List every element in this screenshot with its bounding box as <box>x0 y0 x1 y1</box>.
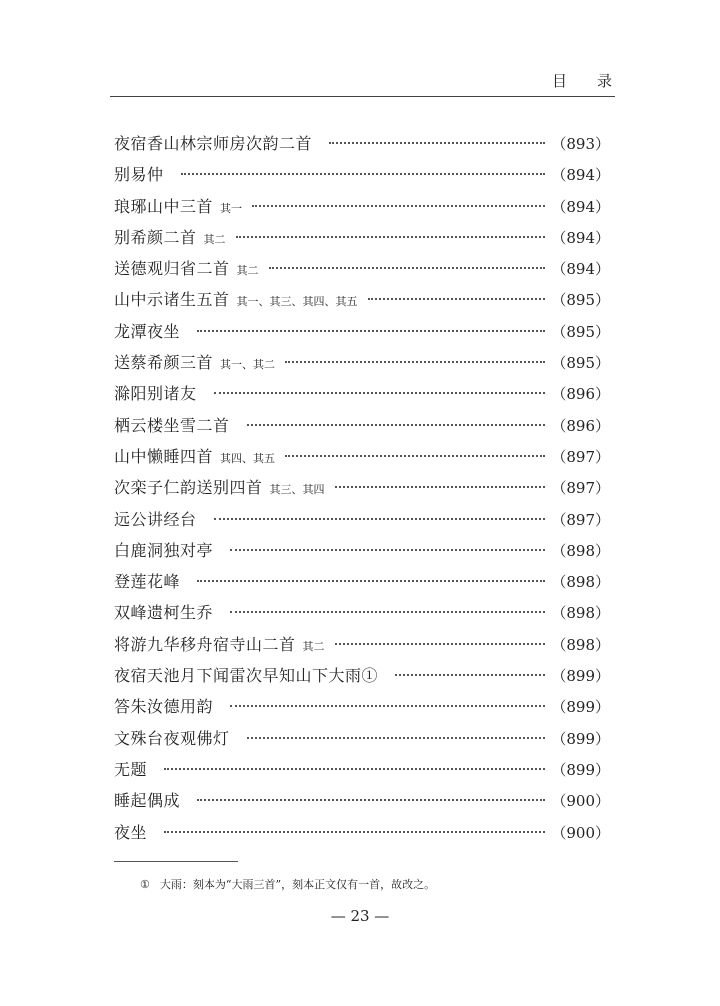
dot-leader <box>164 831 545 833</box>
toc-entry-page: （894） <box>551 166 610 185</box>
toc-entry-title: 别易仲 <box>114 165 164 185</box>
toc-entry-note: 其一、其二 <box>220 358 276 372</box>
footnote-mark: ① <box>140 878 150 891</box>
toc-entry <box>114 629 610 660</box>
toc-entry-note: 其二 <box>302 639 325 653</box>
dot-leader <box>236 236 546 238</box>
toc-entry <box>114 253 610 284</box>
dot-leader <box>247 737 546 739</box>
toc-entry-page: （894） <box>551 260 610 279</box>
toc-entry-title: 双峰遗柯生乔 <box>114 603 214 623</box>
toc-entry-title: 登莲花峰 <box>114 572 181 592</box>
dot-leader <box>230 611 545 613</box>
toc-entry-title: 山中示诸生五首 <box>114 290 230 310</box>
dot-leader <box>197 580 545 582</box>
toc-entry-page: （899） <box>551 698 610 717</box>
toc-entry-title: 夜坐 <box>114 822 148 842</box>
toc-entry-title: 琅琊山中三首 <box>114 196 214 216</box>
toc-entry-note: 其二 <box>203 232 226 246</box>
toc-entry-page: （894） <box>551 228 610 247</box>
dot-leader <box>368 298 546 300</box>
toc-entry-page: （900） <box>551 792 610 811</box>
toc-entry-title: 送蔡希颜三首 <box>114 353 214 373</box>
toc-entry-title: 龙潭夜坐 <box>114 321 181 341</box>
dot-leader <box>335 486 546 488</box>
toc-entry <box>114 723 610 754</box>
dot-leader <box>230 705 545 707</box>
table-of-contents <box>114 128 610 848</box>
header-rule <box>110 96 615 97</box>
toc-entry <box>114 284 610 315</box>
dot-leader <box>285 455 545 457</box>
toc-entry-note: 其二 <box>236 264 259 278</box>
toc-entry-title: 滁阳别诸友 <box>114 384 197 404</box>
toc-entry-title: 山中懒睡四首 <box>114 446 214 466</box>
toc-entry <box>114 128 610 159</box>
dot-leader <box>164 768 545 770</box>
toc-entry-title: 白鹿洞独对亭 <box>114 540 214 560</box>
toc-entry-page: （896） <box>551 385 610 404</box>
toc-entry-title: 夜宿香山林宗师房次韵二首 <box>114 134 313 153</box>
toc-entry-title: 无题 <box>114 759 148 779</box>
toc-entry-title: 睡起偶成 <box>114 791 181 811</box>
toc-entry-note: 其一、其三、其四、其五 <box>236 295 358 309</box>
toc-entry-title: 将游九华移舟宿寺山二首 <box>114 634 296 654</box>
toc-entry-page: （895） <box>551 354 610 373</box>
toc-entry <box>114 347 610 378</box>
dot-leader <box>214 518 546 520</box>
toc-entry-page: （898） <box>551 635 610 654</box>
footnote-rule <box>114 861 238 862</box>
toc-entry <box>114 660 610 691</box>
toc-entry-page: （899） <box>551 729 610 748</box>
toc-entry-note: 其四、其五 <box>220 451 276 465</box>
toc-entry-title: 别希颜二首 <box>114 227 197 247</box>
toc-entry-title: 答朱汝德用韵 <box>114 697 214 717</box>
toc-entry <box>114 472 610 503</box>
toc-entry <box>114 410 610 441</box>
toc-entry-title: 夜宿天池月下闻雷次早知山下大雨① <box>114 666 379 686</box>
toc-entry-page: （896） <box>551 416 610 435</box>
toc-entry-title: 送德观归省二首 <box>114 259 230 279</box>
dot-leader <box>181 173 546 175</box>
toc-entry-page: （893） <box>551 135 610 153</box>
toc-entry-title: 远公讲经台 <box>114 509 197 529</box>
toc-entry <box>114 754 610 785</box>
toc-entry-page: （897） <box>551 479 610 498</box>
toc-entry-note: 其一 <box>220 201 243 215</box>
toc-entry-page: （898） <box>551 541 610 560</box>
toc-entry-title: 文殊台夜观佛灯 <box>114 728 230 748</box>
dot-leader <box>252 205 545 207</box>
toc-entry-page: （898） <box>551 573 610 592</box>
dot-leader <box>197 330 545 332</box>
toc-entry-page: （894） <box>551 197 610 216</box>
toc-entry-page: （895） <box>551 322 610 341</box>
dot-leader <box>214 392 546 394</box>
page-number: — 23 — <box>330 907 390 925</box>
toc-entry-page: （898） <box>551 604 610 623</box>
toc-entry-title: 次栾子仁韵送别四首 <box>114 478 263 498</box>
dot-leader <box>335 643 546 645</box>
toc-entry <box>114 191 610 222</box>
footnote-text: 大雨：刻本为“大雨三首”，刻本正文仅有一首，故改之。 <box>159 878 436 891</box>
footnote <box>140 876 435 892</box>
toc-entry <box>114 566 610 597</box>
dot-leader <box>329 142 545 144</box>
toc-entry <box>114 441 610 472</box>
toc-entry <box>114 597 610 628</box>
dot-leader <box>197 799 545 801</box>
toc-entry <box>114 817 610 848</box>
toc-entry <box>114 535 610 566</box>
running-head: 目录 <box>551 72 642 90</box>
toc-entry-title: 栖云楼坐雪二首 <box>114 415 230 435</box>
toc-entry-page: （899） <box>551 760 610 779</box>
toc-entry <box>114 504 610 535</box>
toc-entry <box>114 316 610 347</box>
dot-leader <box>230 549 545 551</box>
toc-entry-note: 其三、其四 <box>269 483 325 497</box>
toc-entry <box>114 222 610 253</box>
toc-entry <box>114 691 610 722</box>
toc-entry-page: （900） <box>551 823 610 842</box>
dot-leader <box>285 361 545 363</box>
dot-leader <box>395 674 545 676</box>
toc-entry <box>114 378 610 409</box>
toc-entry <box>114 159 610 190</box>
toc-entry-page: （899） <box>551 667 610 686</box>
toc-entry-page: （895） <box>551 291 610 310</box>
dot-leader <box>247 424 546 426</box>
toc-entry-page: （897） <box>551 510 610 529</box>
toc-entry <box>114 785 610 816</box>
dot-leader <box>269 267 546 269</box>
toc-entry-page: （897） <box>551 447 610 466</box>
